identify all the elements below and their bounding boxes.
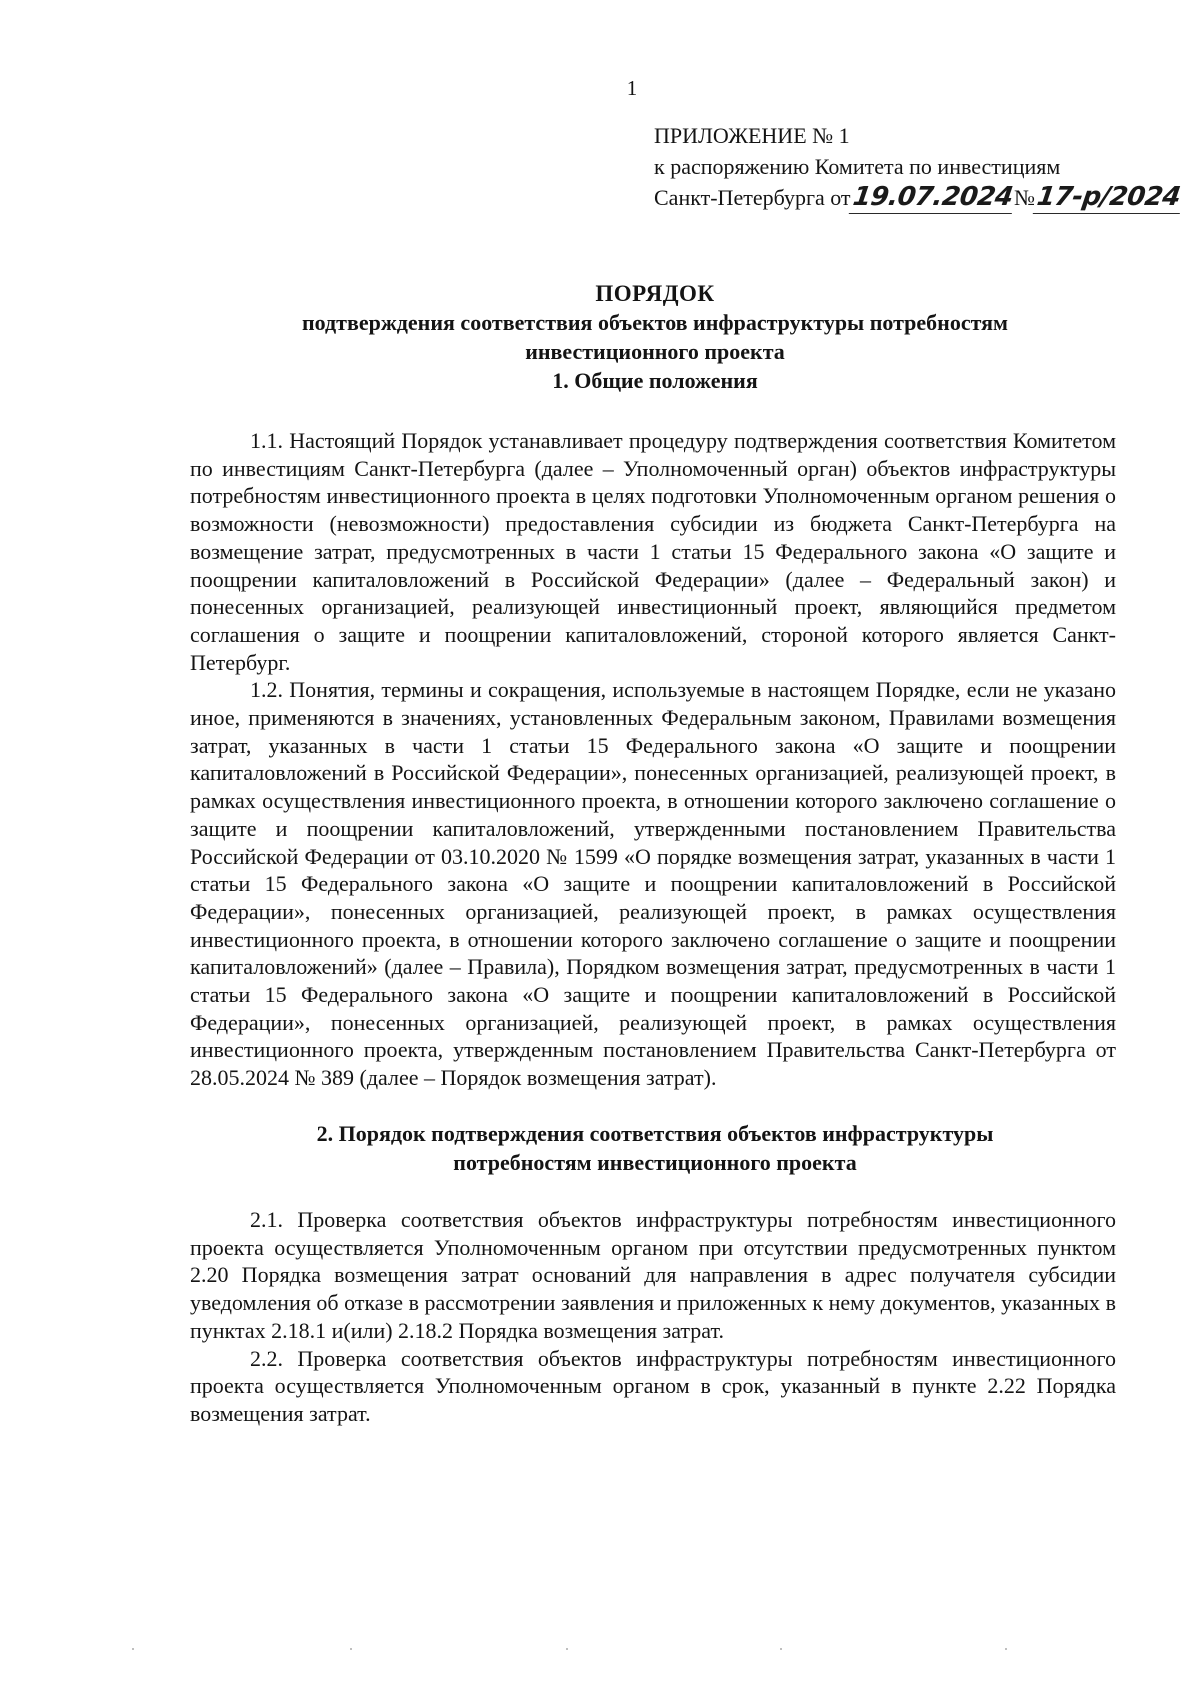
scan-dot [780, 1648, 782, 1650]
appendix-city-prefix: Санкт-Петербурга от [654, 185, 851, 210]
section1-heading: 1. Общие положения [552, 368, 758, 393]
appendix-date-number-line [654, 182, 1182, 214]
paragraph-1-1: 1.1. Настоящий Порядок устанавливает процедуру подтверждения соответствия Комитетом по инвестициям Санкт-Петербурга (далее – Уполномоченный орган) объектов инфраструктуры потребностям инвестиционного проекта в целях подготовки Уполномоченным органом решения о возможности (невозможности) предоставления субсидии из бюджета Санкт-Петербурга на возмещение затрат, предусмотренных в части 1 статьи 15 Федерального закона «О защите и поощрении капиталовложений в Российской Федерации» (далее – Федеральный закон) и понесенных организацией, реализующей инвестиционный проект, являющийся предметом соглашения о защите и поощрении капиталовложений, стороной которого является Санкт-Петербург. [190, 428, 1116, 675]
appendix-title: ПРИЛОЖЕНИЕ № 1 [654, 123, 850, 148]
paragraph-1-2: 1.2. Понятия, термины и сокращения, используемые в настоящем Порядке, если не указано иное, применяются в значениях, установленных Федеральным законом, Правилами возмещения затрат, указанных в части 1 статьи 15 Федерального закона «О защите и поощрении капиталовложений в Российской Федерации», понесенных организацией, реализующей проект, в рамках осуществления инвестиционного проекта, в отношении которого заключено соглашение о защите и поощрении капиталовложений, утвержденными постановлением Правительства Российской Федерации от 03.10.2020 № 1599 «О порядке возмещения затрат, указанных в части 1 статьи 15 Федерального закона «О защите и поощрении капиталовложений в Российской Федерации», понесенных организацией, реализующей проект, в рамках осуществления инвестиционного проекта, в отношении которого заключено соглашение о защите и поощрении капиталовложений» (далее – Правила), Порядком возмещения затрат, предусмотренных в части 1 статьи 15 Федерального закона «О защите и поощрении капиталовложений в Российской Федерации», понесенных организацией, реализующей проект, в рамках осуществления инвестиционного проекта, утвержденным постановлением Правительства Санкт-Петербурга от 28.05.2024 № 389 (далее – Порядок возмещения затрат). [190, 677, 1116, 1091]
section2-heading [190, 1119, 1120, 1177]
section2-body [190, 1206, 1116, 1428]
scan-footer-dots [0, 1648, 1200, 1652]
scan-dot [1005, 1648, 1007, 1650]
paragraph-2-1: 2.1. Проверка соответствия объектов инфраструктуры потребностям инвестиционного проекта осуществляется Уполномоченным органом при отсутствии предусмотренных пунктом 2.20 Порядка возмещения затрат оснований для направления в адрес получателя субсидии уведомления об отказе в рассмотрении заявления и приложенных к нему документов, указанных в пунктах 2.18.1 и(или) 2.18.2 Порядка возмещения затрат. [190, 1207, 1116, 1343]
section2-heading-line2: потребностям инвестиционного проекта [453, 1150, 857, 1175]
scan-dot [132, 1648, 134, 1650]
handwritten-number: 17-р/2024 [1033, 182, 1184, 214]
title-subtitle-line1: подтверждения соответствия объектов инфраструктуры потребностям [301, 310, 1009, 335]
document-title [190, 279, 1120, 366]
appendix-block [654, 120, 1182, 214]
appendix-order-ref: к распоряжению Комитета по инвестициям [654, 154, 1061, 179]
title-subtitle-line2: инвестиционного проекта [525, 339, 785, 364]
number-sign: № [1014, 185, 1036, 210]
section2-heading-line1: 2. Порядок подтверждения соответствия объектов инфраструктуры [316, 1121, 994, 1146]
title-main: ПОРЯДОК [595, 281, 715, 306]
scan-dot [350, 1648, 352, 1650]
paragraph-2-2: 2.2. Проверка соответствия объектов инфраструктуры потребностям инвестиционного проекта осуществляется Уполномоченным органом в срок, указанный в пункте 2.22 Порядка возмещения затрат. [190, 1345, 1116, 1426]
handwritten-date: 19.07.2024 [848, 182, 1016, 214]
page-number: 1 [626, 76, 638, 100]
scan-dot [566, 1648, 568, 1650]
section1-body [190, 427, 1116, 1092]
